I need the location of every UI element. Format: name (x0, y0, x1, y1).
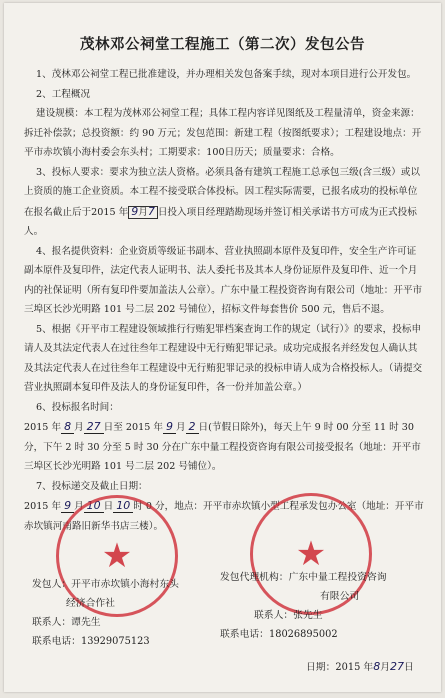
paragraph-3 (24, 163, 425, 242)
date-day: 27 (390, 660, 405, 673)
signing-date (306, 659, 414, 673)
issuer-name: 发包人：开平市赤坎镇小海村东头 (32, 579, 179, 590)
stamp-star-icon: ★ (101, 536, 133, 576)
para3-tail: 日投入项目经理踏勘现场并签订相关承诺书方可成为正式投标人。 (24, 206, 417, 237)
deadline-year: 2015 年 (24, 501, 62, 512)
reg-year: 2015 年 (24, 422, 62, 433)
paragraph-5: 5、根据《开平市工程建设领域推行行贿犯罪档案查询工作的规定（试行）》的要求，投标申请人及其法定代表人在过往叁年工程建设中无行贿犯罪记录。成功完成报名并经发包人确认其及其法定代表人在过往叁年工程建设中无行贿犯罪记录的投标申请人成为合格投标人。（请提交营业执照副本复印件及法人的身份证复印件，各一份并加盖公章。） (24, 323, 423, 393)
reg-t1: 月 (74, 422, 84, 433)
deadline-day: 10 (86, 499, 101, 512)
reg-end-day: 2 (188, 420, 196, 433)
paragraph-7-heading: 7、投标递交及截止日期： (36, 480, 148, 492)
reg-start-day: 27 (86, 420, 101, 433)
paragraph-2-heading: 2、工程概况 (36, 88, 91, 100)
issuer-name-line2: 经济合作社 (66, 598, 115, 609)
para3-month: 9 (131, 204, 139, 218)
date-post: 日 (404, 662, 414, 673)
deadline-hour: 10 (116, 499, 131, 512)
reg-t2: 日至 2015 年 (103, 422, 163, 433)
agent-phone: 联系电话：18026895002 (220, 629, 338, 640)
para3-year: 2015 年 (91, 206, 129, 218)
announcement-page (4, 3, 441, 692)
date-pre: 日期：2015 年 (306, 662, 374, 673)
deadline-t3: 时 0 分，地点：开平市赤坎镇小型工程承发包办公室（地址：开平市赤坎镇河南路旧新华书店三楼）。 (24, 501, 424, 532)
document-body (24, 65, 425, 536)
paragraph-4: 4、报名提供资料：企业资质等级证书副本、营业执照副本原件及复印件，安全生产许可证副本原件及复印件，法定代表人证明书、法人委托书及其本人身份证原件及复印件、近一个月内的社保证明（所有复印件要加盖法人公章）。广东中量工程投资咨询有限公司（地址：开平市三埠区长沙光明路 101 号二层 202 号铺位），招标文件每套售价 500 元，售后不退。 (24, 245, 423, 315)
reg-t4: 日(节假日除外)，每天上午 9 时 00 分至 11 时 30 分，下午 2 时 30 分至 5 时 30 分在广东中量工程投资咨询有限公司接受报名（地址：开平市三埠区长沙光明路 101 号二层 202 号铺位）。 (24, 422, 421, 472)
agent-name: 发包代理机构：广东中量工程投资咨询 (220, 572, 387, 583)
paragraph-1: 1、茂林邓公祠堂工程已批准建设，并办理相关发包备案手续，现对本项目进行公开发包。 (36, 69, 417, 80)
issuer-phone: 联系电话：13929075123 (32, 636, 150, 647)
document-title: 茂林邓公祠堂工程施工（第二次）发包公告 (80, 37, 365, 53)
para3-day: 7 (147, 204, 155, 218)
reg-end-month: 9 (165, 420, 173, 433)
paragraph-3-text: 3、投标人要求：要求为独立法人资格。必须具备有建筑工程施工总承包三级(含三级）或以上资质的施工企业资质。本工程不接受联合体投标。因工程实际需要，已报名成功的投标单位在报名截止后于 (24, 166, 421, 218)
reg-start-month: 8 (64, 420, 72, 433)
agent-name-line2: 有限公司 (320, 591, 360, 602)
stamp-star-icon: ★ (295, 534, 327, 574)
agent-contact: 联系人：张先生 (254, 610, 323, 621)
para3-month-unit: 月 (138, 206, 148, 218)
date-month-unit: 月 (380, 662, 391, 673)
date-month: 8 (373, 660, 381, 673)
deadline-month: 9 (64, 499, 72, 512)
paragraph-2-body: 建设规模：本工程为茂林邓公祠堂工程；具体工程内容详见图纸及工程量清单，资金来源：拆迁补偿款；总投资额：约 90 万元；发包范围：新建工程（按图纸要求）；工程建设地点：开平市赤坎镇小海村委会东头村；工期要求：100日历天；质量要求：合格。 (24, 108, 422, 158)
deadline-t1: 月 (74, 501, 84, 512)
issuer-contact: 联系人：谭先生 (32, 617, 101, 628)
registration-time (24, 417, 425, 477)
deadline-t2: 日 (103, 501, 114, 512)
paragraph-6-heading: 6、投标报名时间： (36, 401, 119, 413)
reg-t3: 月 (175, 422, 186, 433)
